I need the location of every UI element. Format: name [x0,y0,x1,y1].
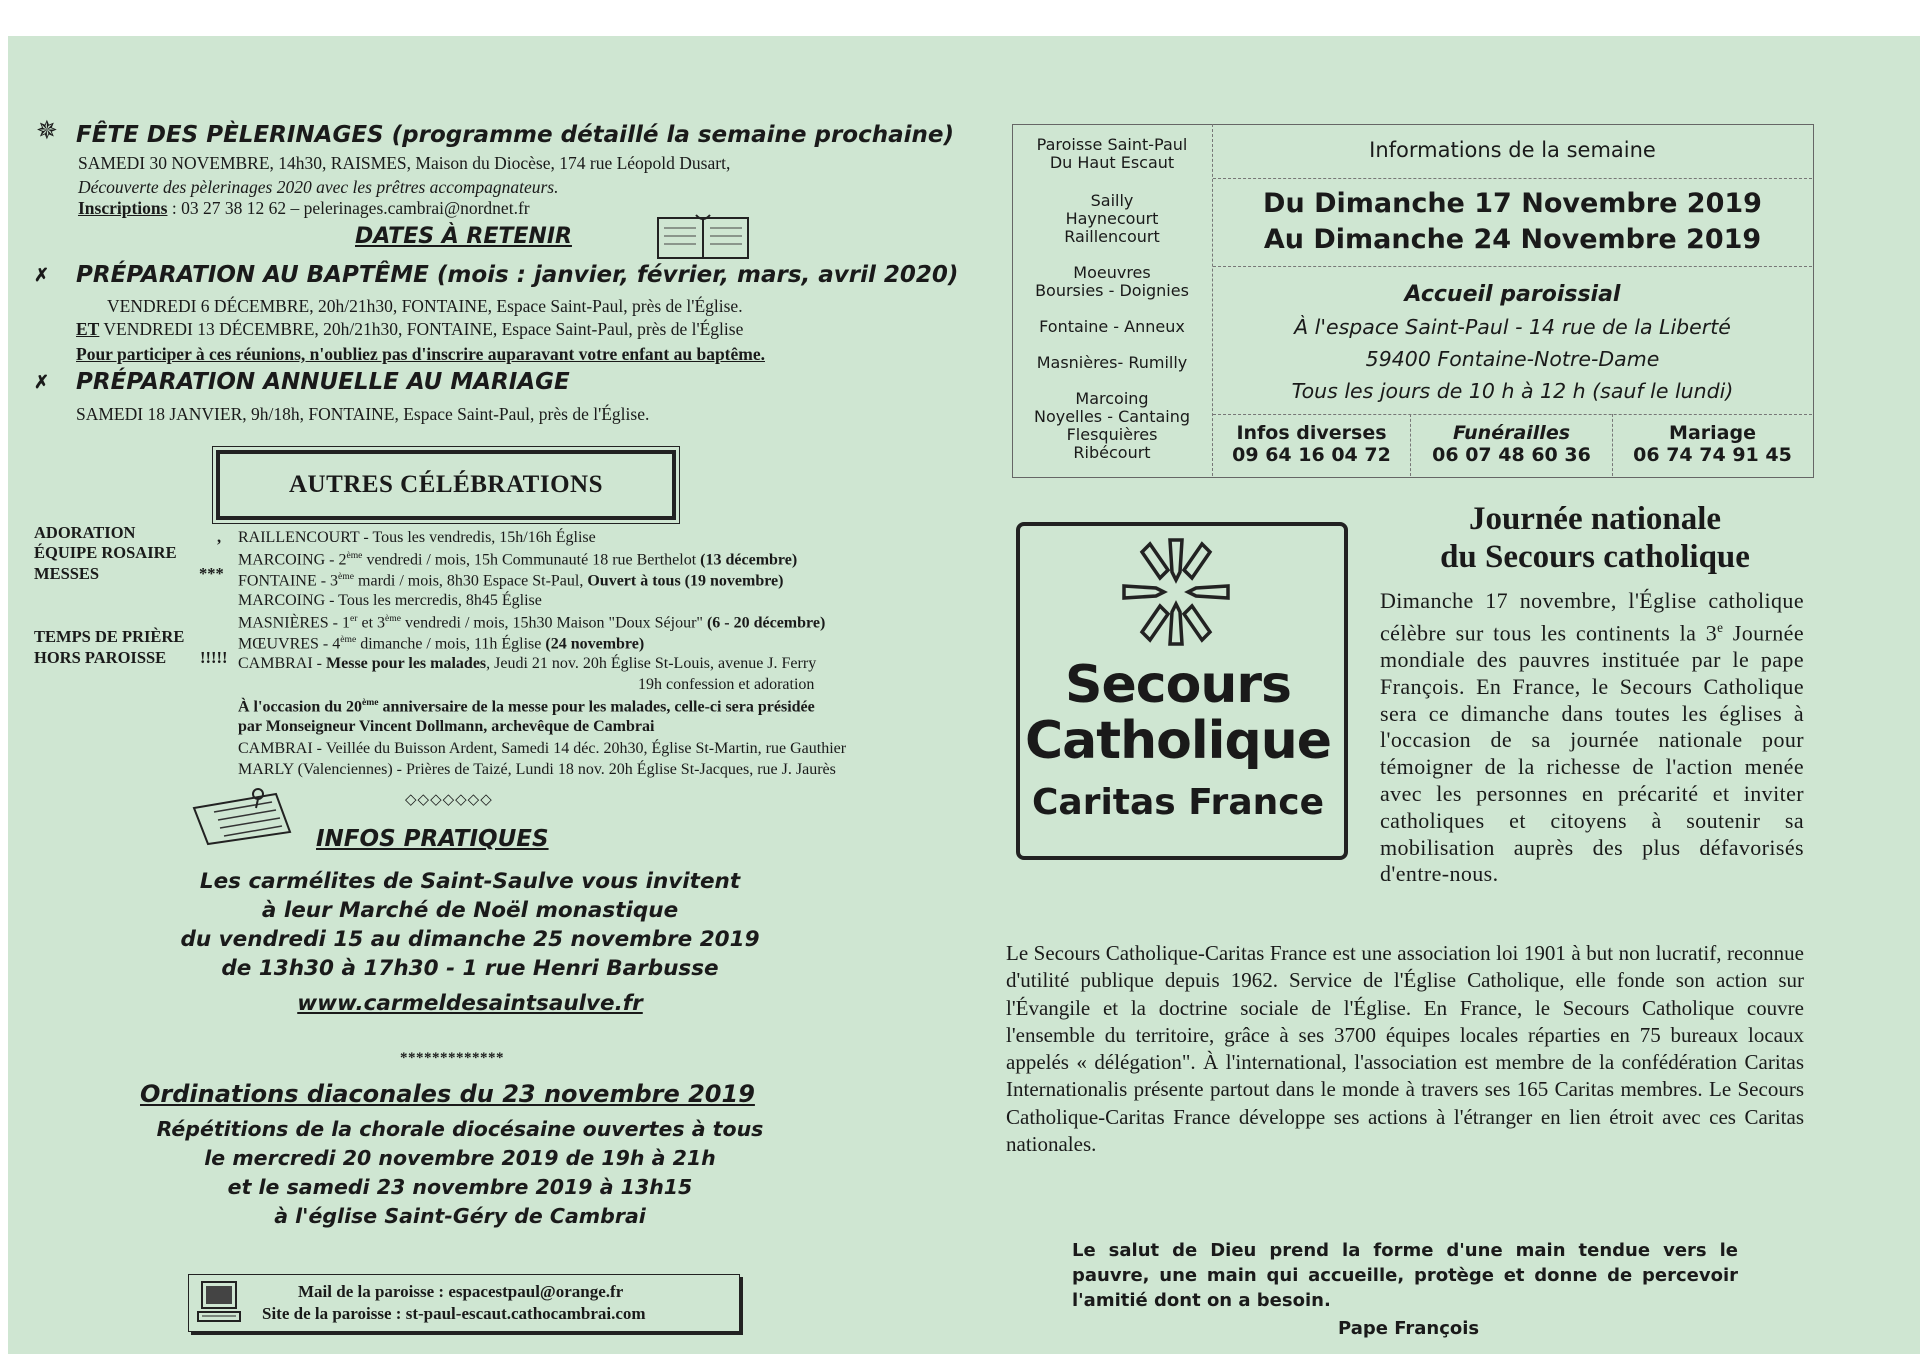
celeb-cambrai2: CAMBRAI - Veillée du Buisson Ardent, Samedi 14 déc. 20h30, Église St-Martin, rue Gauthier [238,740,847,757]
phone-funerailles [1411,422,1612,466]
paroisse-village: Haynecourt [1065,209,1159,228]
cross-icon [1118,534,1234,655]
celeb-moeuvres: MŒUVRES - 4ème dimanche / mois, 11h Église (24 novembre) [238,634,645,653]
accueil-block [1213,279,1812,407]
pelerinages-line2: Découverte des pèlerinages 2020 avec les prêtres accompagnateurs. [78,177,559,197]
phone-number[interactable]: 06 74 74 91 45 [1633,444,1792,466]
paroisse-village: Noyelles - Cantaing [1033,407,1191,426]
journee-title-line: du Secours catholique [1440,539,1750,575]
mark-exclam: !!!!! [200,648,228,667]
autres-celebrations-title: AUTRES CÉLÉBRATIONS [289,471,603,498]
infos-line: de 13h30 à 17h30 - 1 rue Henri Barbusse [221,956,719,981]
bapteme-line1: VENDREDI 6 DÉCEMBRE, 20h/21h30, FONTAINE, Espace Saint-Paul, près de l'Église. [107,296,743,316]
celeb-occasion1: À l'occasion du 20ème anniversaire de la messe pour les malades, celle-ci sera présidée [238,697,815,716]
bapteme-line2-text: VENDREDI 13 DÉCEMBRE, 20h/21h30, FONTAINE, Espace Saint-Paul, près de l'Église [99,319,744,339]
celeb-cambrai1: CAMBRAI - Messe pour les malades, Jeudi 21 nov. 20h Église St-Louis, avenue J. Ferry [238,655,817,672]
label-rosaire: ÉQUIPE ROSAIRE [34,543,177,562]
dates-title: DATES À RETENIR [355,224,572,249]
ordinations-title: Ordinations diaconales du 23 novembre 2019 [140,1080,755,1108]
infos-pratiques-title: INFOS PRATIQUES [316,826,549,852]
logo-secours: Secours [1065,655,1291,715]
paroisse-list [1012,136,1212,462]
logo-caritas: Caritas France [1032,782,1324,823]
bapteme-note: Pour participer à ces réunions, n'oubliez pas d'inscrire auparavant votre enfant au baptême. [76,344,765,364]
journee-text: Dimanche 17 novembre, l'Église catholique célèbre sur tous les continents la 3e Journée mondiale des pauvres instituée par le pape François. En France, le Secours Catholique sera ce dimanche dans toutes les églises à l'occasion de sa journée nationale pour témoigner de la richesse de l'action menée avec les personnes en précarité et inviter catholiques et citoyens à soutenir sa mobilisation auprès des plus défavorisés d'entre-nous. [1380,588,1804,887]
label-temps-priere: TEMPS DE PRIÈRE [34,627,185,646]
paroisse-name: Du Haut Escaut [1049,153,1175,172]
ordinations-text [140,1115,780,1231]
journee-title-line: Journée nationale [1468,501,1722,537]
label-hors-paroisse: HORS PAROISSE [34,648,167,667]
phone-label: Funérailles [1452,422,1571,444]
mariage-prep-title: PRÉPARATION ANNUELLE AU MARIAGE [76,369,570,395]
celeb-marcoing2: MARCOING - Tous les mercredis, 8h45 Église [238,592,542,609]
inscriptions-contact[interactable]: : 03 27 38 12 62 – pelerinages.cambrai@nordnet.fr [167,198,530,218]
celeb-raillencourt: RAILLENCOURT - Tous les vendredis, 15h/16h Église [238,529,596,546]
paroisse-village: Sailly [1090,191,1134,210]
ordinations-line: et le samedi 23 novembre 2019 à 13h15 [227,1175,693,1199]
infos-line: à leur Marché de Noël monastique [261,898,679,923]
bullet-x-icon: ✗ [34,265,50,285]
notepad-icon [190,786,294,855]
secours-description: Le Secours Catholique-Caritas France est une association loi 1901 à but non lucratif, reconnue d'utilité publique depuis 1962. Service de l'Église Catholique, elle fonde son action sur l'Évangile et la doctrine sociale de l'Église. En France, le Secours Catholique couvre l'ensemble du territoire, grâce à ses 3700 équipes locales réparties en 75 bureaux locaux appelés « délégation". À l'international, l'association est membre de la confédération Caritas Internationalis présente partout dans le monde à travers ses 165 Caritas membres. Le Secours Catholique-Caritas France développe ses actions à l'étranger en lien étroit avec ces Caritas nationales. [1006,941,1804,1157]
celeb-fontaine: FONTAINE - 3ème mardi / mois, 8h30 Espace St-Paul, Ouvert à tous (19 novembre) [238,571,784,590]
phone-number[interactable]: 06 07 48 60 36 [1432,444,1591,466]
infos-line: Les carmélites de Saint-Saulve vous invitent [199,869,741,894]
label-adoration: ADORATION [34,523,136,542]
semaine-title: Informations de la semaine [1369,138,1656,162]
paroisse-village: Masnières- Rumilly [1036,353,1188,372]
accueil-line: À l'espace Saint-Paul - 14 rue de la Liberté [1294,315,1731,339]
label-messes: MESSES [34,564,100,583]
semaine-dates [1213,186,1812,258]
mark-stars: *** [199,564,224,583]
pope-quote: Le salut de Dieu prend la forme d'une main tendue vers le pauvre, une main qui accueille, protège et donne de percevoir l'amitié dont on a besoin. [1072,1240,1738,1311]
pelerinages-inscriptions [78,198,530,219]
ordinations-line: à l'église Saint-Géry de Cambrai [274,1204,646,1228]
phone-number[interactable]: 09 64 16 04 72 [1232,444,1391,466]
contact-site[interactable]: Site de la paroisse : st-paul-escaut.cathocambrai.com [262,1304,646,1323]
accueil-line: Tous les jours de 10 h à 12 h (sauf le lundi) [1291,379,1734,403]
paroisse-village: Moeuvres [1073,263,1151,282]
pope-quote-author: Pape François [1338,1318,1480,1339]
phone-infos [1213,422,1410,466]
stars-separator: ************* [400,1050,504,1066]
pelerinages-line1: SAMEDI 30 NOVEMBRE, 14h30, RAISMES, Maison du Diocèse, 174 rue Léopold Dusart, [78,153,731,173]
autres-celebrations-box [216,450,676,520]
paroisse-village: Ribécourt [1073,443,1151,462]
book-icon [656,212,752,269]
infos-line: du vendredi 15 au dimanche 25 novembre 2019 [180,927,760,952]
phone-label: Mariage [1669,422,1756,444]
pelerinages-title: FÊTE DES PÈLERINAGES (programme détaillé la semaine prochaine) [76,122,954,148]
semaine-date-to: Au Dimanche 24 Novembre 2019 [1263,224,1762,255]
paroisse-village: Raillencourt [1064,227,1160,246]
logo-catholique: Catholique [1024,711,1331,771]
journee-title [1380,500,1810,576]
phone-mariage [1613,422,1812,466]
bapteme-title: PRÉPARATION AU BAPTÊME (mois : janvier, février, mars, avril 2020) [76,262,959,288]
accueil-line: 59400 Fontaine-Notre-Dame [1365,347,1660,371]
mariage-prep-line1: SAMEDI 18 JANVIER, 9h/18h, FONTAINE, Espace Saint-Paul, près de l'Église. [76,404,650,424]
paroisse-village: Boursies - Doignies [1035,281,1189,300]
star-icon: ✵ [36,116,58,145]
paroisse-name: Paroisse Saint-Paul [1036,135,1188,154]
diamond-separator: ◇◇◇◇◇◇◇ [405,792,493,808]
phone-label: Infos diverses [1236,422,1387,444]
celeb-marcoing1: MARCOING - 2ème vendredi / mois, 15h Communauté 18 rue Berthelot (13 décembre) [238,550,798,569]
accueil-title: Accueil paroissial [1404,282,1621,307]
celeb-occasion2: par Monseigneur Vincent Dollmann, archevêque de Cambrai [238,718,655,735]
paroisse-village: Fontaine - Anneux [1039,317,1185,336]
ordinations-line: Répétitions de la chorale diocésaine ouvertes à tous [156,1117,764,1141]
celeb-marly: MARLY (Valenciennes) - Prières de Taizé, Lundi 18 nov. 20h Église St-Jacques, rue J. Jaurès [238,761,836,778]
computer-icon [196,1280,242,1329]
mark-comma: , [217,527,222,546]
celeb-masnieres: MASNIÈRES - 1er et 3ème vendredi / mois, 15h30 Maison "Doux Séjour" (6 - 20 décembre) [238,613,826,632]
celeb-cambrai1-confession: 19h confession et adoration [638,676,815,693]
inscriptions-label: Inscriptions [78,198,168,218]
carmel-link[interactable]: www.carmeldesaintsaulve.fr [297,991,643,1016]
paroisse-village: Flesquières [1066,425,1158,444]
infos-pratiques-text [140,867,800,983]
semaine-date-from: Du Dimanche 17 Novembre 2019 [1263,188,1762,219]
paroisse-village: Marcoing [1075,389,1149,408]
bullet-x-icon: ✗ [34,372,50,392]
contact-mail[interactable]: Mail de la paroisse : espacestpaul@orange.fr [298,1282,624,1301]
ordinations-line: le mercredi 20 novembre 2019 de 19h à 21h [204,1146,716,1170]
bapteme-et: ET [76,319,100,339]
bapteme-line2 [76,319,743,340]
